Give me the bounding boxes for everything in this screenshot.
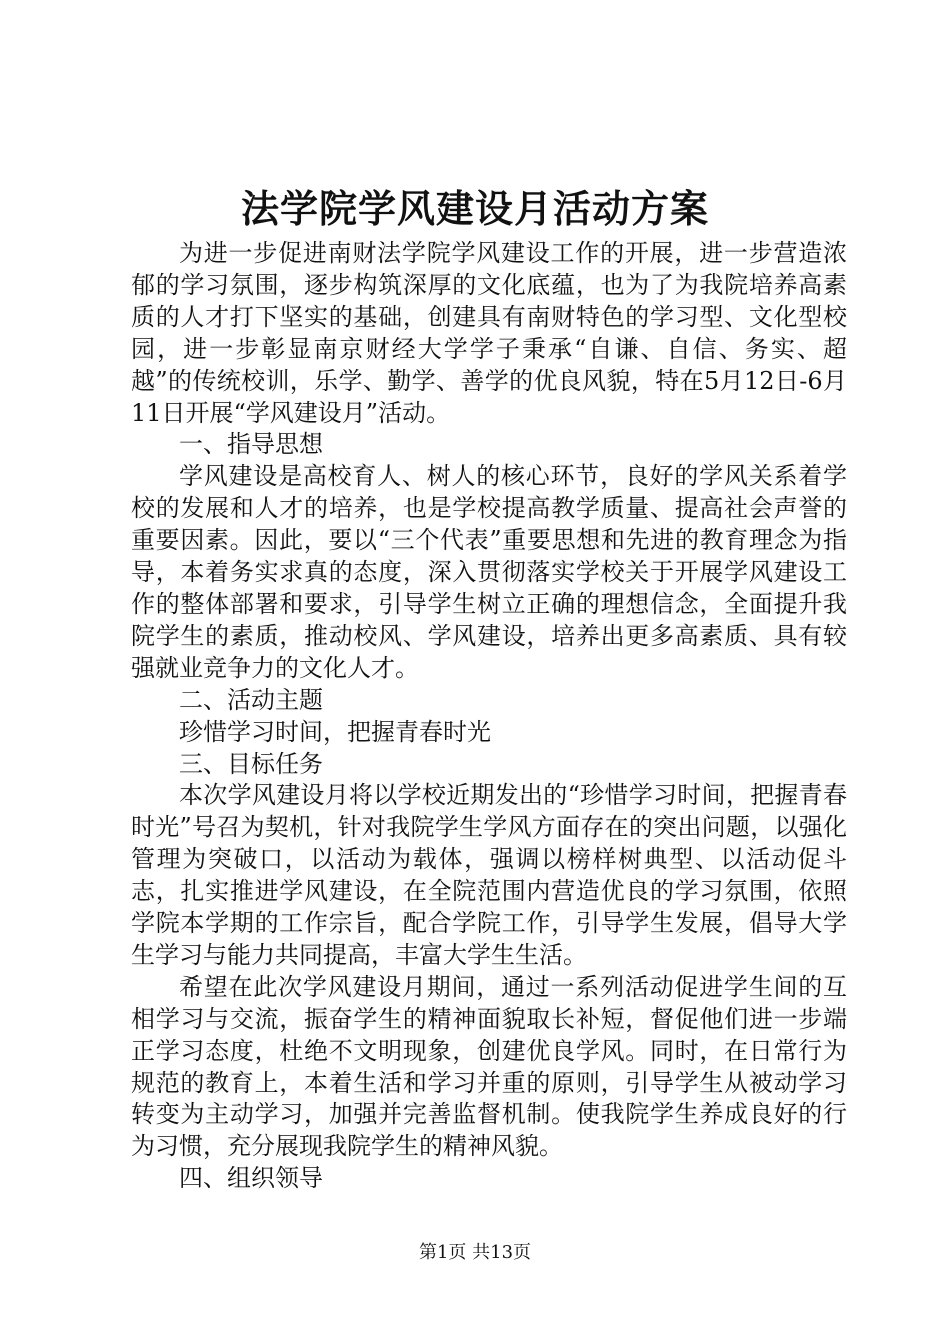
document-title: 法学院学风建设月活动方案 bbox=[240, 186, 709, 231]
guiding-ideology-paragraph: 学风建设是高校育人、树人的核心环节，良好的学风关系着学校的发展和人才的培养，也是学校提高教学质量、提高社会声誉的重要因素。因此，要以“三个代表”重要思想和先进的教育理念为指导，本着务实求真的态度，深入贯彻落实学校关于开展学风建设工作的整体部署和要求，引导学生树立正确的理想信念，全面提升我院学生的素质，推动校风、学风建设，培养出更多高素质、具有较强就业竞争力的文化人才。 bbox=[131, 462, 847, 682]
section-heading-activity-theme: 二、活动主题 bbox=[179, 685, 323, 714]
section-heading-guiding-ideology: 一、指导思想 bbox=[179, 430, 323, 459]
document-body bbox=[131, 238, 847, 1195]
section-heading-goals-tasks: 三、目标任务 bbox=[179, 749, 323, 778]
intro-paragraph: 为进一步促进南财法学院学风建设工作的开展，进一步营造浓郁的学习氛围，逐步构筑深厚的文化底蕴，也为了为我院培养高素质的人才打下坚实的基础，创建具有南财特色的学习型、文化型校园，进一步彰显南京财经大学学子秉承“自谦、自信、务实、超越”的传统校训，乐学、勤学、善学的优良风貌，特在5月12日-6月11日开展“学风建设月”活动。 bbox=[131, 239, 847, 427]
goals-tasks-paragraph-2: 希望在此次学风建设月期间，通过一系列活动促进学生间的互相学习与交流，振奋学生的精神面貌取长补短，督促他们进一步端正学习态度，杜绝不文明现象，创建优良学风。同时，在日常行为规范的教育上，本着生活和学习并重的原则，引导学生从被动学习转变为主动学习，加强并完善监督机制。使我院学生养成良好的行为习惯，充分展现我院学生的精神风貌。 bbox=[131, 972, 847, 1161]
goals-tasks-paragraph-1: 本次学风建设月将以学校近期发出的“珍惜学习时间，把握青春时光”号召为契机，针对我院学生学风方面存在的突出问题，以强化管理为突破口，以活动为载体，强调以榜样树典型、以活动促斗志，扎实推进学风建设，在全院范围内营造优良的学习氛围，依照学院本学期的工作宗旨，配合学院工作，引导学生发展，倡导大学生学习与能力共同提高，丰富大学生生活。 bbox=[131, 781, 847, 969]
activity-theme-paragraph: 珍惜学习时间，把握青春时光 bbox=[179, 717, 491, 746]
page-number-footer: 第1页 共13页 bbox=[418, 1242, 532, 1263]
section-heading-organization: 四、组织领导 bbox=[179, 1164, 323, 1193]
